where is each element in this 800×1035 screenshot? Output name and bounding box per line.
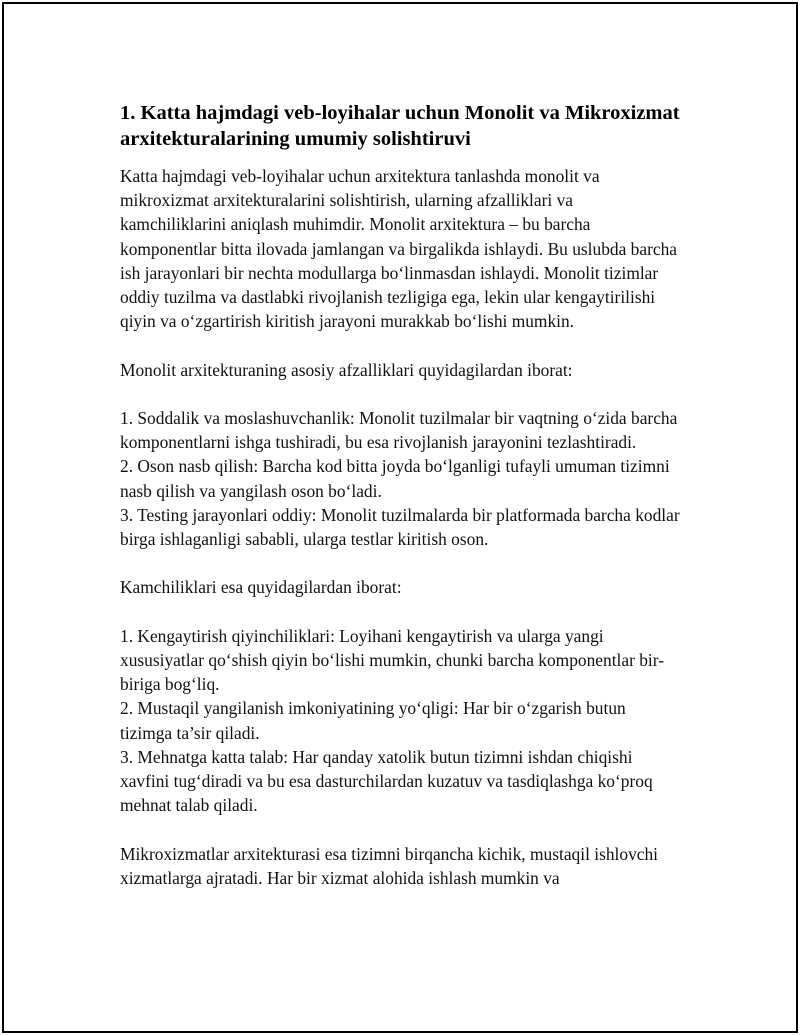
page-frame (2, 2, 798, 1033)
advantage-item-3: 3. Testing jarayonlari oddiy: Monolit tuzilmalarda bir platformada barcha kodlar birga ishlaganligi sababli, ularga testlar kiritish oson. (120, 504, 680, 550)
intro-paragraph: Katta hajmdagi veb-loyihalar uchun arxitektura tanlashda monolit va mikroxizmat arxitekturalarini solishtirish, ularning afzalliklari va kamchiliklarini aniqlash muhimdir. Monolit arxitektura – bu barcha komponentlar bitta ilovada jamlangan va birgalikda ishlaydi. Bu uslubda barcha ish jarayonlari bir nechta modullarga bo‘linmasdan ishlaydi. Monolit tizimlar oddiy tuzilma va dastlabki rivojlanish tezligiga ega, lekin ular kengaytirilishi qiyin va o‘zgartirish kiritish jarayoni murakkab bo‘lishi mumkin. (120, 166, 678, 332)
disadvantages-intro: Kamchiliklari esa quyidagilardan iborat: (120, 577, 402, 598)
advantages-intro: Monolit arxitekturaning asosiy afzalliklari quyidagilardan iborat: (120, 359, 573, 380)
paragraph-spacer (120, 382, 680, 406)
disadvantage-item-2: 2. Mustaqil yangilanish imkoniyatining yo‘qligi: Har bir o‘zgarish butun tizimga ta’sir qiladi. (120, 698, 626, 743)
paragraph-spacer (120, 600, 680, 624)
disadvantage-item-3: 3. Mehnatga katta talab: Har qanday xatolik butun tizimni ishdan chiqishi xavfini tug‘diradi va bu esa dasturchilardan kuzatuv va tasdiqlashga ko‘proq mehnat talab qiladi. (120, 746, 653, 816)
paragraph-spacer (120, 817, 680, 841)
paragraph-spacer (120, 333, 680, 357)
advantage-item-2: 2. Oson nasb qilish: Barcha kod bitta joyda bo‘lganligi tufayli umuman tizimni nasb qilish va yangilash oson bo‘ladi. (120, 456, 670, 501)
microservices-paragraph: Mikroxizmatlar arxitekturasi esa tizimni birqancha kichik, mustaqil ishlovchi xizmatlarga ajratadi. Har bir xizmat alohida ishlash mumkin va (120, 843, 659, 888)
advantage-item-1: 1. Soddalik va moslashuvchanlik: Monolit tuzilmalar bir vaqtning o‘zida barcha komponentlarni ishga tushiradi, bu esa rivojlanish jarayonini tezlashtiradi. (120, 408, 678, 453)
document-body (120, 100, 680, 890)
document-heading: 1. Katta hajmdagi veb-loyihalar uchun Monolit va Mikroxizmat arxitekturalarining umumiy solishtiruvi (120, 102, 680, 150)
paragraph-spacer (120, 551, 680, 575)
disadvantage-item-1: 1. Kengaytirish qiyinchiliklari: Loyihani kengaytirish va ularga yangi xususiyatlar qo‘shish qiyin bo‘lishi mumkin, chunki barcha komponentlar bir-biriga bog‘liq. (120, 625, 664, 695)
